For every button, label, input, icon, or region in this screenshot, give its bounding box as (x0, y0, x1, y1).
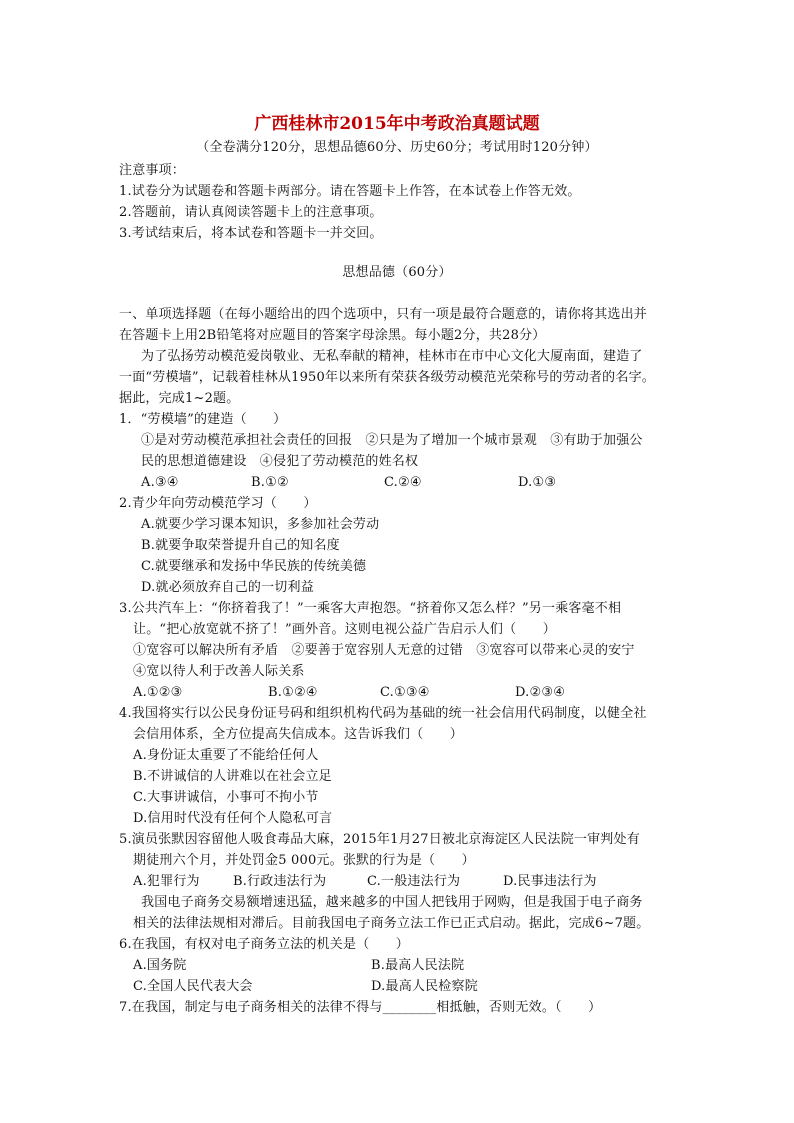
question-stem: 会信用体系，全方位提高失信成本。这告诉我们（ ） (133, 727, 464, 742)
answer-blank: ________ (382, 1000, 437, 1015)
option-d: D.信用时代没有任何个人隐私可言 (133, 811, 333, 826)
passage-line: 相关的法律法规相对滞后。目前我国电子商务立法工作已正式启动。据此，完成6~7题。 (133, 916, 650, 931)
option-b: B.就要争取荣誉提升自己的知名度 (141, 538, 340, 553)
question-stem: 期徒刑六个月，并处罚金5 000元。张默的行为是（ ） (133, 853, 475, 868)
notice-item: 2.答题前，请认真阅读答题卡上的注意事项。 (119, 205, 383, 220)
option-d: D.民事违法行为 (503, 874, 597, 889)
option-a: A.犯罪行为 (133, 874, 200, 889)
passage-line: 为了弘扬劳动模范爱岗敬业、无私奉献的精神，桂林市在市中心文化大厦南面，建造了 (141, 349, 643, 364)
option-d: D.就必须放弃自己的一切利益 (141, 580, 314, 595)
stem-text: 相抵触，否则无效。（ ） (436, 1000, 602, 1015)
page-title: 广西桂林市2015年中考政治真题试题 (254, 114, 540, 134)
option-a: A.③④ (141, 475, 179, 490)
passage-line: 据此，完成1~2题。 (119, 391, 240, 406)
option-b: B.行政违法行为 (233, 874, 327, 889)
option-b: B.①② (251, 475, 289, 490)
part-intro-line: 一、单项选择题（在每小题给出的四个选项中，只有一项是最符合题意的，请你将其选出并 (119, 307, 648, 322)
option-c: C.②④ (384, 475, 422, 490)
option-a: A.身份证太重要了不能给任何人 (133, 748, 319, 763)
option-d: D.②③④ (515, 685, 566, 700)
option-c: C.就要继承和发扬中华民族的传统美德 (141, 559, 367, 574)
option-d: D.①③ (518, 475, 557, 490)
question-statement: ①宽容可以解决所有矛盾 ②要善于宽容别人无意的过错 ③宽容可以带来心灵的安宁 (133, 643, 635, 658)
option-a: A.①②③ (133, 685, 183, 700)
notice-item: 3.考试结束后，将本试卷和答题卡一并交回。 (119, 226, 383, 241)
question-stem: 4.我国将实行以公民身份证号码和组织机构代码为基础的统一社会信用代码制度，以健全社 (119, 706, 647, 721)
question-statement: ①是对劳动模范承担社会责任的回报 ②只是为了增加一个城市景观 ③有助于加强公 (141, 433, 643, 448)
question-stem: 3.公共汽车上：“你挤着我了！”一乘客大声抱怨。“挤着你又怎么样？”另一乘客毫不相 (119, 601, 622, 616)
question-stem: 2.青少年向劳动模范学习（ ） (119, 496, 317, 511)
option-d: D.最高人民检察院 (371, 979, 478, 994)
option-c: C.①③④ (380, 685, 430, 700)
question-stem: 1．“劳模墙”的建造（ ） (119, 412, 287, 427)
question-stem: 5.演员张默因容留他人吸食毒品大麻，2015年1月27日被北京海淀区人民法院一审判处有 (119, 832, 640, 847)
question-stem (119, 1000, 601, 1016)
question-stem: 6.在我国，有权对电子商务立法的机关是（ ） (119, 937, 410, 952)
passage-line: 我国电子商务交易额增速迅猛，越来越多的中国人把钱用于网购，但是我国于电子商务 (141, 895, 643, 910)
section-title: 思想品德（60分） (342, 265, 452, 280)
option-c: C.一般违法行为 (367, 874, 461, 889)
option-a: A.就要少学习课本知识，多参加社会劳动 (141, 517, 380, 532)
option-b: B.①②④ (268, 685, 318, 700)
option-b: B.最高人民法院 (371, 958, 465, 973)
question-stem: 让。“把心放宽就不挤了！”画外音。这则电视公益广告启示人们（ ） (133, 622, 556, 637)
option-c: C.大事讲诚信，小事可不拘小节 (133, 790, 319, 805)
passage-line: 一面“劳模墙”，记载着桂林从1950年以来所有荣获各级劳动模范光荣称号的劳动者的名字。 (119, 370, 655, 385)
part-intro-line: 在答题卡上用2B铅笔将对应题目的答案字母涂黑。每小题2分，共28分） (119, 328, 546, 343)
exam-subtitle: （全卷满分120分，思想品德60分、历史60分；考试用时120分钟） (196, 140, 598, 155)
notice-heading: 注意事项： (119, 163, 186, 178)
option-c: C.全国人民代表大会 (133, 979, 253, 994)
question-statement: 民的思想道德建设 ④侵犯了劳动模范的姓名权 (141, 454, 419, 469)
notice-item: 1.试卷分为试题卷和答题卡两部分。请在答题卡上作答，在本试卷上作答无效。 (119, 184, 581, 199)
option-a: A.国务院 (133, 958, 187, 973)
option-b: B.不讲诚信的人讲难以在社会立足 (133, 769, 332, 784)
stem-text: 7.在我国，制定与电子商务相关的法律不得与 (119, 1000, 383, 1015)
question-statement: ④宽以待人利于改善人际关系 (133, 664, 305, 679)
